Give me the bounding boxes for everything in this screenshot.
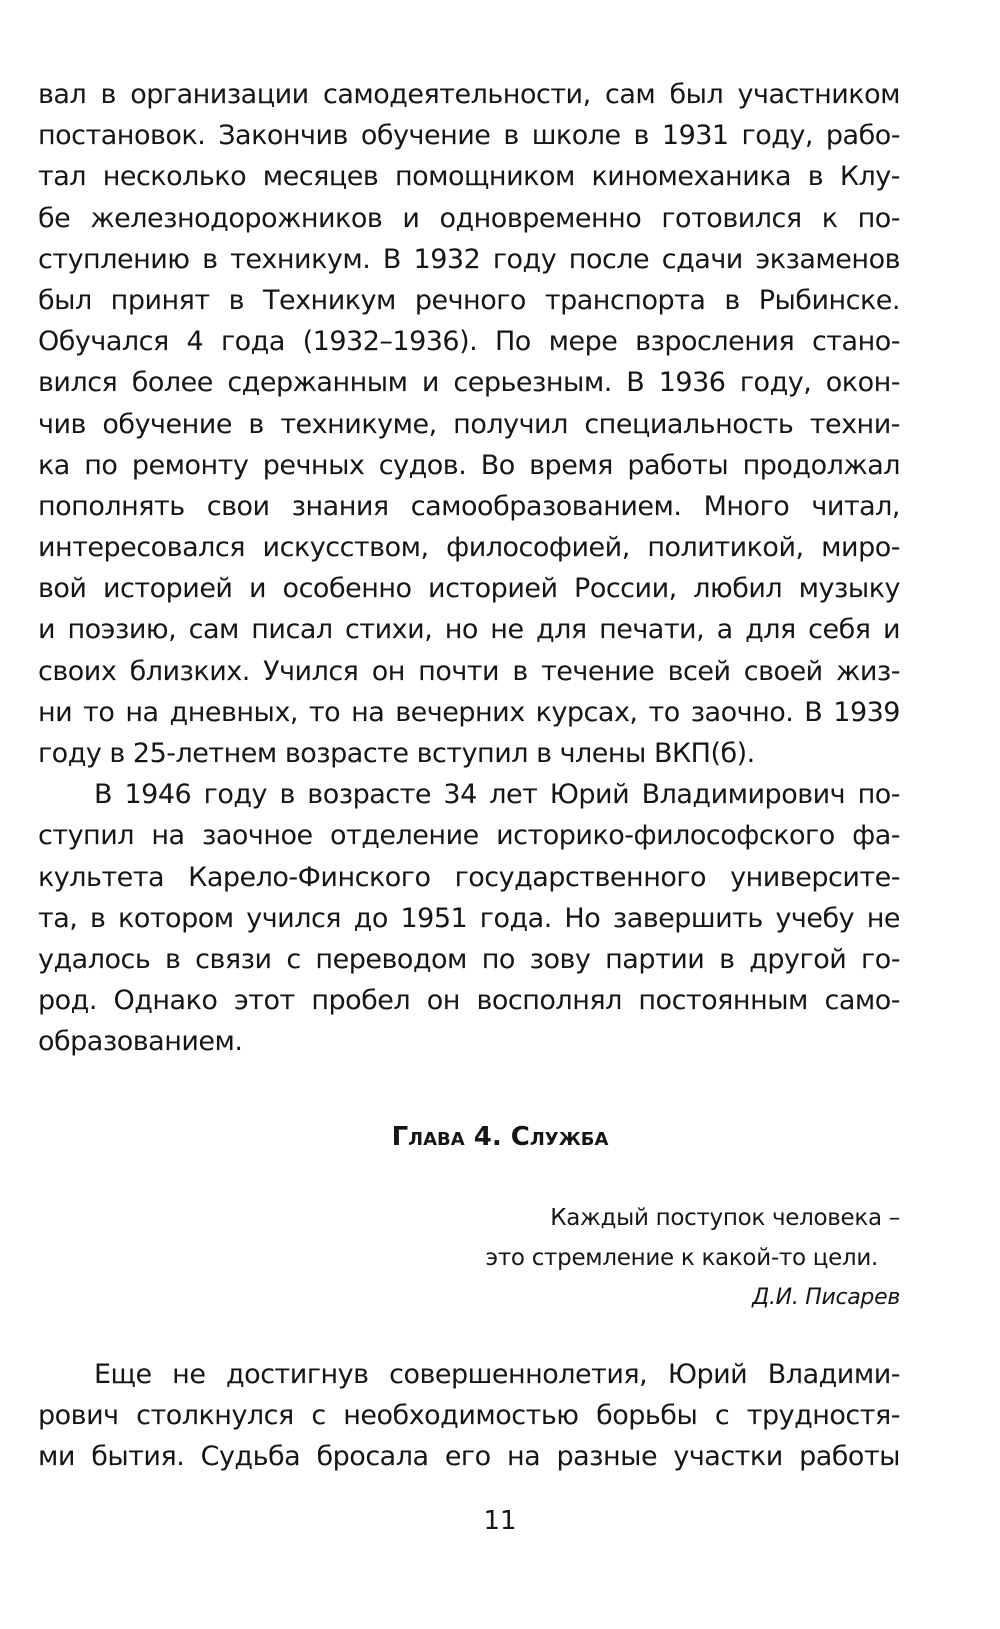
text-line: и поэзию, сам писал стихи, но не для печати, а для себя и [38,614,900,646]
text-line: ка по ремонту речных судов. Во время работы продолжал [38,449,900,481]
text-line: был принят в Техникум речного транспорта в Рыбинске. [38,284,900,316]
paragraph-3 [38,1354,900,1478]
epigraph [486,1198,901,1318]
text-line: ступлению в техникум. В 1932 году после сдачи экзаменов [38,243,900,275]
text-line: культета Карело-Финского государственного университе- [38,861,900,893]
text-line: бе железнодорожников и одновременно готовился к по- [38,202,900,234]
text-line: удалось в связи с переводом по зову партии в другой го- [38,943,900,975]
epigraph-author: Д.И. Писарев [752,1285,900,1310]
chapter-title: Глава 4. Служба [391,1122,609,1152]
epigraph-line: это стремление к какой-то цели. [485,1245,878,1271]
text-line: вал в организации самодеятельности, сам был участником [38,79,900,110]
text-line: году в 25-летнем возрасте вступил в члены ВКП(б). [38,738,755,769]
main-text-block [38,74,900,1063]
page-number: 11 [483,1506,517,1536]
text-line: В 1946 году в возрасте 34 лет Юрий Владимирович по- [94,779,900,811]
chapter-text-block [38,1354,900,1478]
text-line: своих близких. Учился он почти в течение всей своей жиз- [38,655,900,687]
text-line: вой историей и особенно историей России, любил музыку [38,573,900,605]
text-line: та, в котором учился до 1951 года. Но завершить учебу не [38,902,900,934]
text-line: чив обучение в техникуме, получил специальность техни- [38,408,900,440]
text-line: Еще не достигнув совершеннолетия, Юрий Владими- [94,1359,900,1390]
text-line: Обучался 4 года (1932–1936). По мере взросления стано- [38,326,900,358]
text-line: интересовался искусством, философией, политикой, миро- [38,532,900,564]
text-line: род. Однако этот пробел он восполнял постоянным само- [38,985,900,1017]
text-line: тал несколько месяцев помощником киномеханика в Клу- [38,161,900,193]
text-line: рович столкнулся с необходимостью борьбы с трудностя- [38,1400,900,1432]
text-line: ми бытия. Судьба бросала его на разные участки работы [38,1441,900,1473]
text-line: постановок. Закончив обучение в школе в 1931 году, рабо- [38,120,900,152]
paragraph-1 [38,74,900,774]
text-line: ни то на дневных, то на вечерних курсах, то заочно. В 1939 [38,696,900,728]
text-line: образованием. [38,1026,243,1058]
text-line: вился более сдержанным и серьезным. В 1936 году, окон- [38,367,900,399]
epigraph-line: Каждый поступок человека – [550,1205,900,1231]
text-line: ступил на заочное отделение историко-философского фа- [38,820,900,852]
text-line: пополнять свои знания самообразованием. Много читал, [38,490,900,522]
paragraph-2 [38,774,900,1062]
